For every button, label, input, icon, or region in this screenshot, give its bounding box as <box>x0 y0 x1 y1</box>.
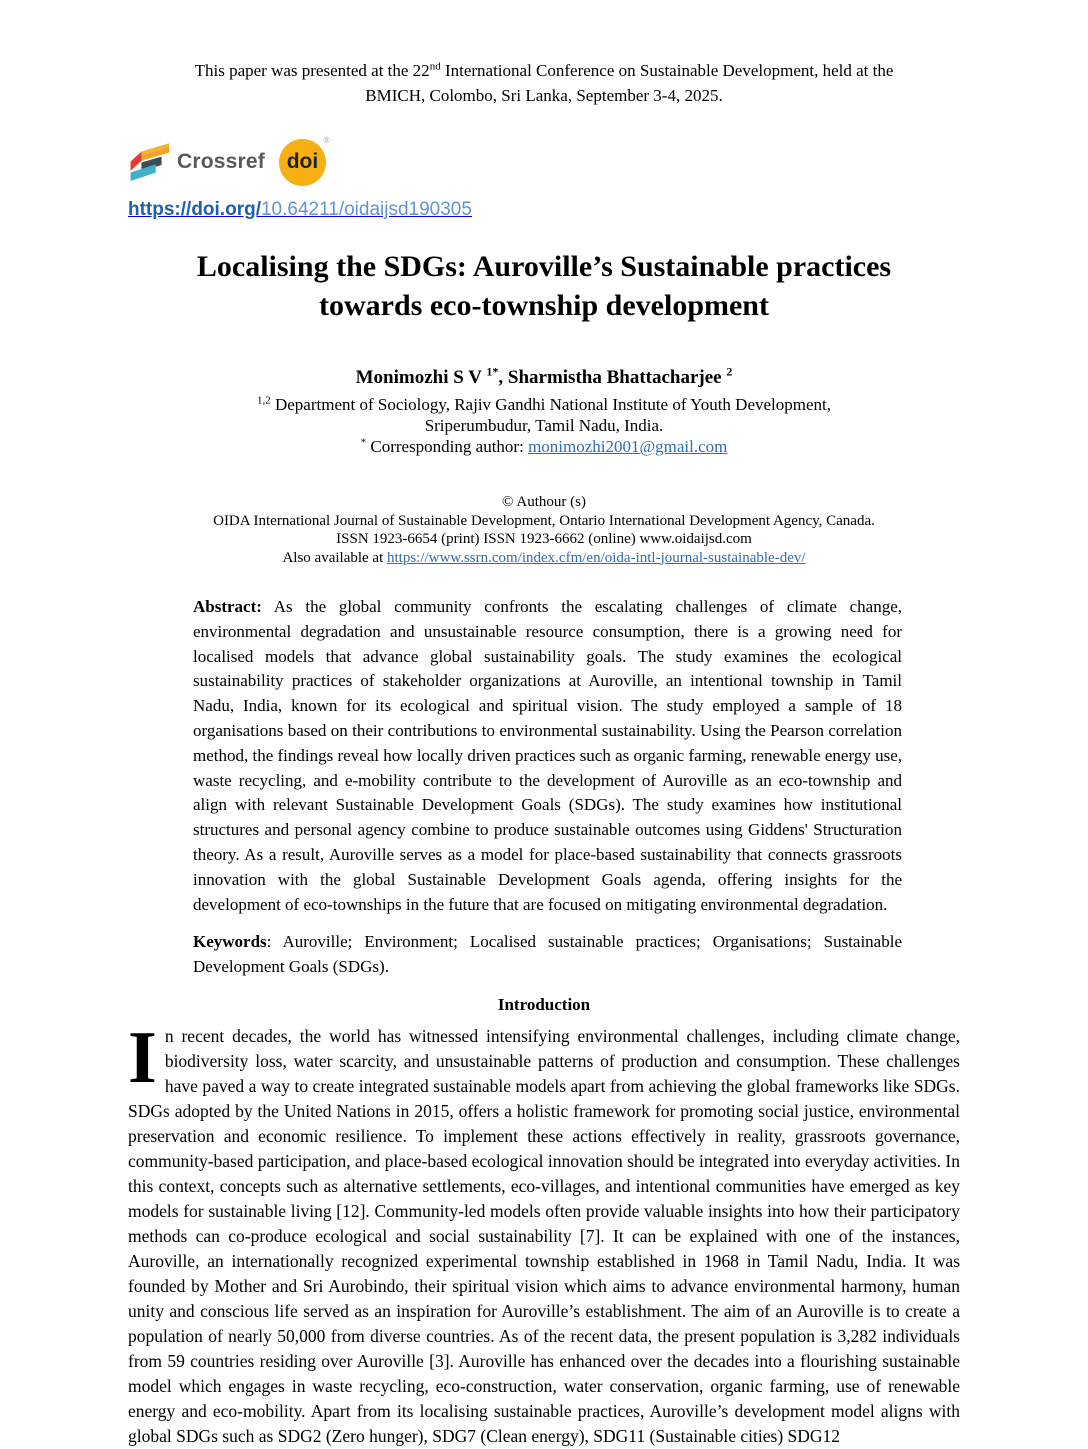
doi-logo-icon <box>279 134 330 186</box>
logo-row <box>128 134 960 186</box>
conference-note-part2: International Conference on Sustainable Development, held at the <box>440 61 894 80</box>
conference-note-part1: This paper was presented at the 22 <box>194 61 430 80</box>
doi-logo-label: doi <box>286 150 319 173</box>
conference-note-line2: BMICH, Colombo, Sri Lanka, September 3-4, 2025. <box>365 86 723 105</box>
doi-link-prefix: https://doi.org/ <box>128 199 261 220</box>
corresponding-author-line <box>128 437 960 457</box>
ssrn-link[interactable]: https://www.ssrn.com/index.cfm/en/oida-intl-journal-sustainable-dev/ <box>387 549 806 566</box>
author-2-superscript: 2 <box>726 364 733 379</box>
crossref-mark-icon <box>128 139 170 186</box>
corresponding-label: Corresponding author: <box>366 437 529 456</box>
issn-line: ISSN 1923-6654 (print) ISSN 1923-6662 (online) www.oidaijsd.com <box>336 531 752 547</box>
keywords-paragraph <box>193 930 902 980</box>
abstract-body: As the global community confronts the escalating challenges of climate change, environmental degradation and unsustainable resource consumption, there is a growing need for localised models that advance global sustainability goals. The study examines the ecological sustainability practices of stakeholder organizations at Auroville, an intentional township in Tamil Nadu, India, known for its ecological and spiritual vision. The study employed a sample of 18 organisations based on their contributions to environmental sustainability. Using the Pearson correlation method, the findings reveal how locally driven practices such as organic farming, renewable energy use, waste recycling, and e-mobility contribute to the development of Auroville as an eco-township and align with relevant Sustainable Development Goals (SDGs). The study examines how institutional structures and personal agency combine to produce sustainable outcomes using Giddens' Structuration theory. As a result, Auroville serves as a model for place-based sustainability that connects grassroots innovation with the global Sustainable Development Goals agenda, offering insights for the development of eco-townships in the future that are focused on mitigating environmental degradation. <box>193 597 902 914</box>
authors-separator: , <box>498 367 508 388</box>
doi-link-path: 10.64211/oidaijsd190305 <box>260 199 472 220</box>
authors-line <box>128 364 960 389</box>
corresponding-superscript: * <box>360 436 367 449</box>
crossref-label: Crossref <box>177 150 265 173</box>
affiliation <box>128 394 960 436</box>
author-1-superscript: 1* <box>486 364 499 379</box>
introduction-dropcap: I <box>128 1016 157 1099</box>
author-2: Sharmistha Bhattacharjee <box>507 367 727 388</box>
doi-registered-mark: ® <box>323 134 330 145</box>
affiliation-superscript: 1,2 <box>256 394 271 407</box>
availability-line <box>128 549 960 568</box>
paper-title: Localising the SDGs: Auroville’s Sustainable practices towards eco-township development <box>196 250 892 322</box>
keywords-body: : Auroville; Environment; Localised sustainable practices; Organisations; Sustainable Development Goals (SDGs). <box>193 932 902 977</box>
crossref-logo <box>128 139 265 186</box>
introduction-paragraph <box>128 1016 960 1449</box>
author-1: Monimozhi S V <box>355 367 487 388</box>
conference-note <box>159 58 929 108</box>
introduction-heading: Introduction <box>497 994 591 1014</box>
affiliation-line-2: Sriperumbudur, Tamil Nadu, India. <box>424 416 664 435</box>
abstract-paragraph <box>193 595 902 917</box>
introduction-body-text: n recent decades, the world has witnessed intensifying environmental challenges, including climate change, biodiversity loss, water scarcity, and unsustainable patterns of production and consumption. These challenges have paved a way to create integrated sustainable models apart from achieving the global frameworks like SDGs. SDGs adopted by the United Nations in 2015, offers a holistic framework for promoting social justice, environmental preservation and economic resilience. To implement these actions effectively in reality, grassroots governance, community-based participation, and place-based ecological innovation should be integrated into everyday activities. In this context, concepts such as alternative settlements, eco-villages, and intentional communities have emerged as key models for sustainable living [12]. Community-led models often provide valuable insights into how their participatory methods can co-produce ecological and social sustainability [7]. It can be explained with one of the instances, Auroville, an internationally recognized experimental township established in 1968 in Tamil Nadu, India. It was founded by Mother and Sri Aurobindo, their spiritual vision which aims to advance environmental harmony, human unity and conscious life served as an inspiration for Auroville’s establishment. The aim of an Auroville is to create a population of nearly 50,000 from diverse countries. As of the recent data, the present population is 3,282 individuals from 59 countries residing over Auroville [3]. Auroville has enhanced over the decades into a flourishing sustainable model which engages in waste recycling, eco-construction, water conservation, organic farming, use of renewable energy and eco-mobility. Apart from its localising sustainable practices, Auroville’s development model aligns with global SDGs such as SDG2 (Zero hunger), SDG7 (Clean energy), SDG11 (Sustainable cities) SDG12 <box>128 1025 960 1446</box>
doi-link[interactable] <box>128 199 472 220</box>
availability-prefix: Also available at <box>282 549 387 566</box>
affiliation-line-1: Department of Sociology, Rajiv Gandhi National Institute of Youth Development, <box>270 395 832 414</box>
keywords-label: Keywords <box>193 932 267 952</box>
copyright-note: © Authour (s) <box>502 494 586 510</box>
corresponding-email-link[interactable]: monimozhi2001@gmail.com <box>528 437 728 456</box>
conference-note-ordinal: nd <box>429 60 441 73</box>
doi-link-line <box>128 199 960 221</box>
abstract-label: Abstract: <box>193 597 262 616</box>
publication-info <box>128 493 960 567</box>
journal-name: OIDA International Journal of Sustainable Development, Ontario International Development Agency, Canada. <box>213 512 875 529</box>
